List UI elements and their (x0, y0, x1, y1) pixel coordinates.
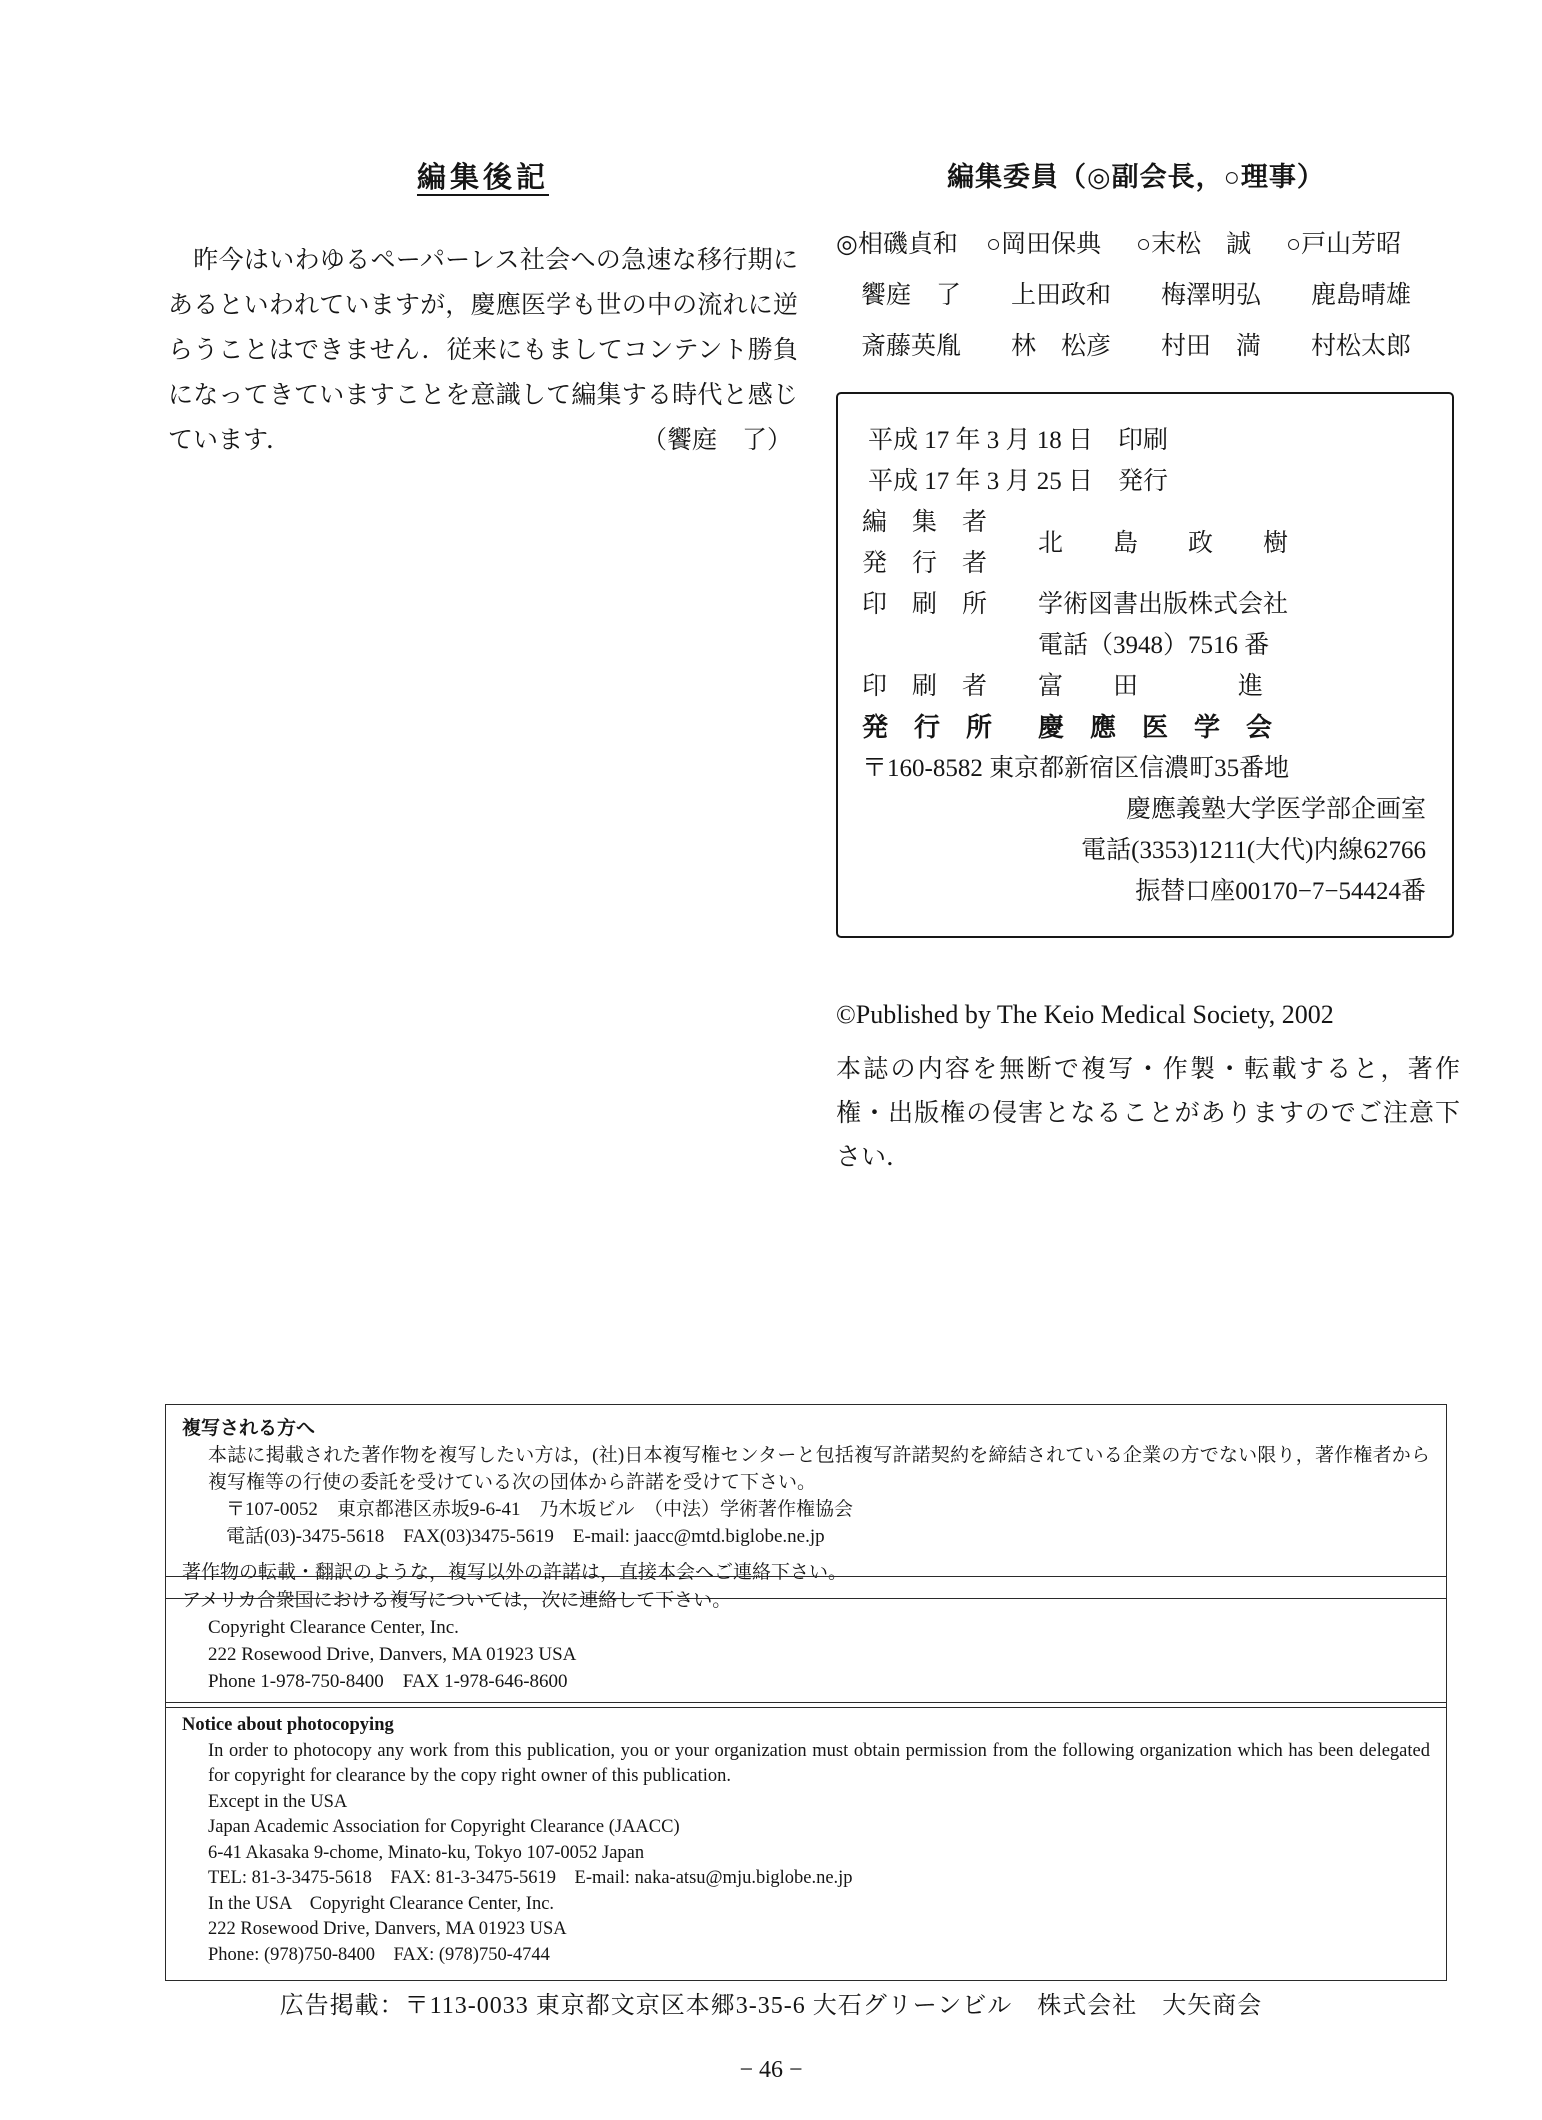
photocopy-en-title: Notice about photocopying (182, 1715, 394, 1735)
committee-row (836, 326, 1436, 362)
committee-row (836, 275, 1436, 311)
copyright-notice: 本誌の内容を無断で複写・作製・転載すると，著作権・出版権の侵害となることがありますのでご注意下さい． (836, 1056, 1460, 1171)
postal-transfer-account: 振替口座00170−7−54424番 (1135, 878, 1426, 905)
committee-member: ○戸山芳昭 (1286, 231, 1402, 258)
publisher-name: 慶 應 医 学 会 (1038, 713, 1273, 742)
editorial-committee (836, 155, 1436, 377)
committee-member: 梅澤明弘 (1161, 282, 1262, 309)
committee-member: 上田政和 (1011, 282, 1112, 309)
committee-member-grid (836, 224, 1436, 362)
publisher-person-label: 発 行 者 (862, 550, 988, 577)
editorial-postscript (168, 155, 798, 463)
printing-office-phone: 電話（3948）7516 番 (1038, 632, 1270, 659)
photocopy-en-jaacc-address: 6-41 Akasaka 9-chome, Minato-ku, Tokyo 107-0052 Japan (208, 1842, 645, 1863)
editorial-heading: 編集後記 (416, 162, 549, 194)
committee-member: ◎相磯貞和 (836, 231, 958, 258)
printer-row (862, 666, 1430, 707)
copyright-block (836, 1000, 1460, 1180)
photocopy-notice-en-box (165, 1702, 1447, 1981)
photocopy-en-paragraph: In order to photocopy any work from this publication, you or your organization must obtain permission from the following organization which has been delegated for copyright for clearance by the copy right owner of this publication. (208, 1740, 1430, 1786)
committee-member: 斎藤英胤 (861, 333, 962, 360)
committee-member: 饗庭 了 (861, 282, 962, 309)
publisher-row (862, 707, 1430, 748)
editor-label: 編 集 者 (862, 509, 988, 536)
photocopy-en-jaacc: Japan Academic Association for Copyright Clearance (JAACC) (208, 1817, 680, 1837)
publisher-address-line1: 〒160-8582 東京都新宿区信濃町35番地 (862, 755, 1290, 782)
photocopy-notice-jp-box (165, 1404, 1447, 1599)
printer-name: 富 田 進 (1038, 673, 1264, 700)
printing-office-row (862, 584, 1430, 625)
photocopy-jp-contact: 電話(03)-3475-5618 FAX(03)3475-5619 E-mail: jaacc@mtd.biglobe.ne.jp (226, 1526, 825, 1547)
photocopy-jp-paragraph: 本誌に掲載された著作物を複写したい方は，(社)日本複写権センターと包括複写許諾契約を締結されている企業の方でない限り，著作権者から複写権等の行使の委託を受けている次の団体から許諾を受けて下さい。 (208, 1445, 1430, 1493)
editor-publisher-row (862, 502, 1430, 584)
photocopy-us-org: Copyright Clearance Center, Inc. (208, 1617, 459, 1638)
photocopy-jp-address: 〒107-0052 東京都港区赤坂9-6-41 乃木坂ビル （中法）学術著作権協会 (226, 1499, 853, 1520)
committee-row (836, 224, 1436, 260)
printer-label: 印 刷 者 (862, 673, 988, 700)
printed-date: 平成 17 年 3 月 18 日 印刷 (868, 427, 1169, 454)
editor-publisher-labels (862, 502, 1038, 584)
committee-member: ○末松 誠 (1136, 231, 1252, 258)
colophon-box (836, 392, 1454, 938)
photocopy-notice-us-box (165, 1576, 1447, 1708)
photocopy-en-ccc-phone: Phone: (978)750-8400 FAX: (978)750-4744 (208, 1944, 550, 1965)
committee-heading: 編集委員（◎副会長，○理事） (947, 162, 1325, 192)
publisher-phone: 電話(3353)1211(大代)内線62766 (1081, 837, 1426, 864)
photocopy-us-phone: Phone 1-978-750-8400 FAX 1-978-646-8600 (208, 1671, 568, 1692)
published-by-line: ©Published by The Keio Medical Society, 2002 (836, 1000, 1334, 1029)
photocopy-us-address: 222 Rosewood Drive, Danvers, MA 01923 USA (208, 1644, 577, 1665)
printing-office-name: 学術図書出版株式会社 (1038, 591, 1289, 618)
advertising-contact-line: 広告掲載：〒113-0033 東京都文京区本郷3-35-6 大石グリーンビル 株式会社 大矢商会 (279, 1993, 1263, 2019)
committee-member: ○岡田保典 (986, 231, 1102, 258)
editor-name: 北 島 政 樹 (1038, 529, 1289, 557)
issued-date: 平成 17 年 3 月 25 日 発行 (868, 468, 1169, 495)
photocopy-en-ccc-address: 222 Rosewood Drive, Danvers, MA 01923 USA (208, 1919, 567, 1939)
photocopy-us-intro: アメリカ合衆国における複写については，次に連絡して下さい。 (182, 1590, 732, 1611)
committee-member: 村松太郎 (1311, 333, 1412, 360)
printing-office-label: 印 刷 所 (862, 591, 988, 618)
photocopy-jp-title: 複写される方へ (182, 1418, 316, 1439)
photocopy-jp-footer: 著作物の転載・翻訳のような，複写以外の許諾は，直接本会へご連絡下さい。 (182, 1562, 848, 1583)
committee-member: 林 松彦 (1011, 333, 1112, 360)
photocopy-en-except-usa: Except in the USA (208, 1791, 348, 1812)
committee-member: 鹿島晴雄 (1311, 282, 1412, 309)
committee-member: 村田 満 (1161, 333, 1262, 360)
photocopy-en-jaacc-contact: TEL: 81-3-3475-5618 FAX: 81-3-3475-5619 E-mail: naka-atsu@mju.biglobe.ne.jp (208, 1868, 853, 1888)
publisher-address-line2: 慶應義塾大学医学部企画室 (1125, 796, 1426, 823)
page-number: − 46 − (739, 2057, 803, 2083)
editorial-body: 昨今はいわゆるペーパーレス社会への急速な移行期にあるといわれていますが，慶應医学も世の中の流れに逆らうことはできません．従来にもましてコンテント勝負になってきていますことを意識して編集する時代と感じています． (168, 247, 798, 454)
editorial-signature: （饗庭 了） (641, 427, 792, 454)
publisher-label: 発 行 所 (862, 713, 993, 742)
photocopy-en-in-usa: In the USA Copyright Clearance Center, Inc. (208, 1893, 555, 1914)
